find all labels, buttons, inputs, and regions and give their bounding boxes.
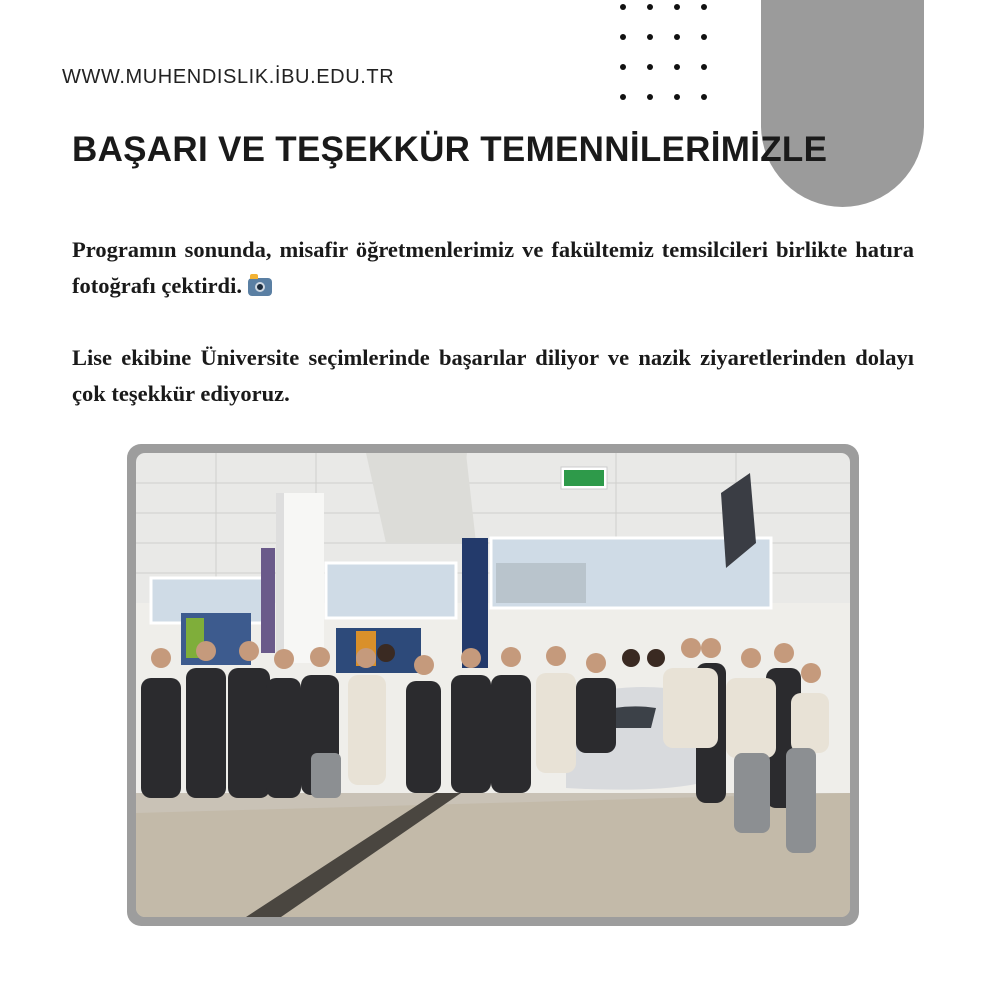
group-photo-frame — [127, 444, 859, 926]
paragraph-thanks: Lise ekibine Üniversite seçimlerinde başarılar diliyor ve nazik ziyaretlerinden dolayı çok teşekkür ediyoruz. — [72, 345, 914, 406]
paragraph-photo-note-text: Programın sonunda, misafir öğretmenlerimiz ve fakültemiz temsilcileri birlikte hatıra fotoğrafı çektirdi. — [72, 237, 914, 298]
camera-flash-icon — [248, 278, 272, 296]
website-url: WWW.MUHENDISLIK.İBU.EDU.TR — [62, 66, 395, 88]
decorative-dot-grid — [620, 4, 708, 101]
page-title: BAŞARI VE TEŞEKKÜR TEMENNİLERİMİZLE — [72, 130, 828, 169]
paragraph-photo-note — [72, 232, 914, 304]
group-photo — [136, 453, 850, 917]
decorative-gray-shape — [761, 0, 924, 207]
